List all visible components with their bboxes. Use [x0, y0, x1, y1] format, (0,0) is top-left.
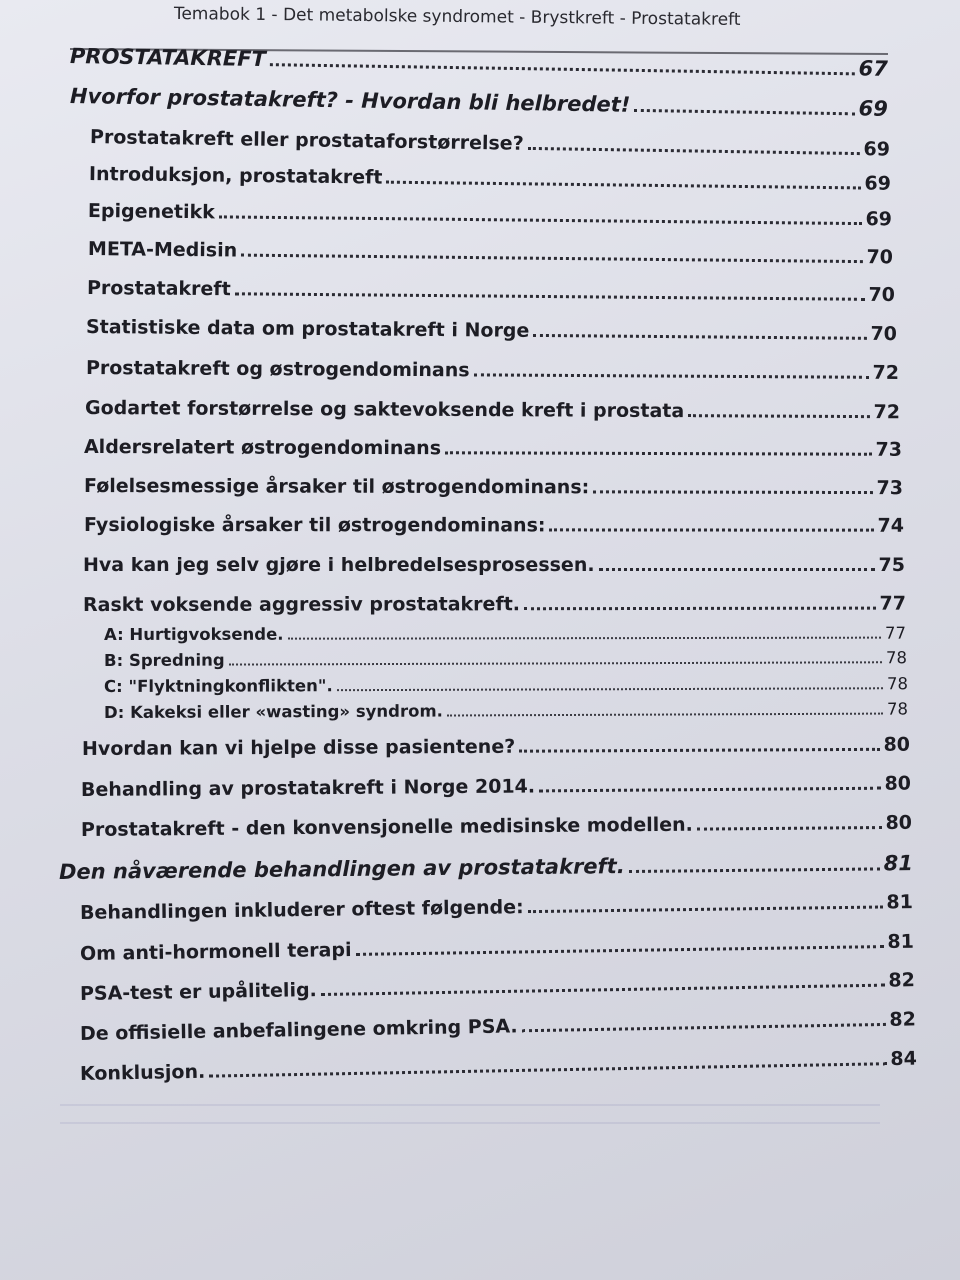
dot-leader	[445, 451, 872, 455]
toc-entry	[88, 238, 893, 268]
toc-page-number: 82	[888, 969, 916, 992]
toc-page-number: 75	[878, 554, 905, 576]
toc-entry-label: Prostatakreft eller prostataforstørrelse?	[89, 126, 524, 155]
toc-entry-label: Følelsesmessige årsaker til østrogendominans:	[83, 475, 590, 499]
dot-leader	[241, 254, 862, 264]
toc-entry	[80, 969, 915, 1005]
toc-entry-label: Hvorfor prostatakreft? - Hvordan bli helbredet!	[69, 84, 631, 117]
toc-entry	[84, 436, 902, 461]
toc-entry-label: Epigenetikk	[87, 200, 215, 224]
toc-entry	[86, 316, 897, 345]
toc-page-number: 70	[866, 246, 894, 269]
toc-page-number: 69	[858, 96, 889, 121]
toc-page-number: 70	[868, 283, 896, 307]
dot-leader	[235, 292, 865, 300]
toc-entry	[89, 163, 891, 195]
toc-entry-label: Hva kan jeg selv gjøre i helbredelsesprosessen.	[83, 554, 595, 576]
toc-entry-label: Den nåværende behandlingen av prostatakreft.	[58, 854, 625, 884]
toc-page-number: 77	[879, 592, 907, 615]
toc-page-number: 78	[886, 674, 909, 694]
toc-entry-label: Aldersrelatert østrogendominans	[83, 436, 442, 460]
toc-page-number: 72	[872, 361, 900, 384]
toc-entry-label: B: Spredning	[103, 650, 225, 670]
toc-entry-label: PROSTATAKREFT	[69, 44, 267, 72]
dot-leader	[356, 945, 884, 956]
toc-page-number: 77	[884, 623, 907, 643]
toc-page-number: 69	[863, 138, 891, 161]
dot-leader	[229, 661, 882, 665]
toc-entry	[59, 851, 913, 884]
dot-leader	[447, 713, 883, 717]
toc-entry	[81, 772, 911, 801]
dot-leader	[528, 905, 883, 913]
dot-leader	[288, 637, 881, 640]
toc-entry-label: PSA-test er upålitelig.	[79, 979, 317, 1005]
toc-page-number: 80	[884, 772, 912, 795]
toc-page-number: 69	[865, 208, 893, 231]
toc-page-number: 78	[885, 648, 908, 668]
toc-page-number: 81	[883, 851, 914, 876]
toc-entry-label: Hvordan kan vi hjelpe disse pasientene?	[81, 735, 516, 760]
toc-entry	[84, 475, 903, 499]
toc-entry-label: Godartet forstørrelse og saktevoksende kreft i prostata	[84, 397, 685, 423]
toc-page-number: 72	[873, 401, 901, 424]
toc-entry	[87, 277, 895, 306]
toc-page-number: 78	[886, 699, 909, 719]
toc-entry-label: Statistiske data om prostatakreft i Norge	[85, 316, 530, 342]
toc-entry-label: Konklusjon.	[79, 1060, 206, 1085]
dot-leader	[533, 334, 866, 340]
toc-entry	[82, 734, 910, 760]
dot-leader	[697, 826, 882, 831]
toc-page-number: 80	[885, 811, 913, 834]
toc-page-number: 81	[886, 891, 914, 914]
toc-entry-label: META-Medisin	[87, 238, 238, 262]
toc-page-number: 73	[876, 477, 904, 500]
toc-entry	[70, 84, 888, 121]
dot-leader	[522, 1023, 886, 1032]
toc-entry	[81, 812, 912, 841]
toc-entry-label: Introduksjon, prostatakreft	[88, 163, 383, 189]
toc-entry-label: C: "Flyktningkonflikten".	[103, 676, 333, 696]
dot-leader	[599, 568, 875, 571]
dot-leader	[474, 373, 869, 378]
toc-entry	[80, 891, 913, 924]
toc-entry	[104, 699, 908, 722]
toc-page-number: 84	[890, 1047, 918, 1071]
dot-leader	[524, 607, 876, 611]
dot-leader	[634, 109, 854, 115]
toc-entry	[104, 648, 907, 670]
toc-entry-label: Om anti-hormonell terapi	[79, 938, 352, 965]
toc-page-number: 80	[883, 733, 911, 756]
toc-page-number: 69	[864, 172, 892, 195]
toc-entry	[104, 624, 906, 644]
toc-page-number: 70	[870, 322, 898, 346]
toc-entry	[88, 200, 892, 230]
toc-entry	[86, 357, 899, 384]
dot-leader	[528, 147, 860, 155]
running-head: Temabok 1 - Det metabolske syndromet - Brystkreft - Prostatakreft	[173, 4, 741, 30]
toc-entry	[83, 554, 905, 576]
dot-leader	[321, 984, 885, 996]
dot-leader	[593, 490, 872, 494]
dot-leader	[386, 181, 860, 190]
toc-page-number: 73	[875, 438, 903, 461]
toc-entry-label: Raskt voksende aggressiv prostatakreft.	[82, 593, 521, 616]
toc-entry-label: Prostatakreft	[86, 277, 231, 301]
dot-leader	[539, 787, 880, 793]
toc-page-number: 67	[858, 56, 889, 81]
toc-entry	[90, 126, 890, 161]
dot-leader	[337, 687, 883, 691]
toc-entry	[70, 44, 888, 81]
dot-leader	[209, 1062, 886, 1077]
toc-entry-label: D: Kakeksi eller «wasting» syndrom.	[103, 701, 443, 722]
toc-entry	[84, 514, 904, 537]
toc-entry	[80, 1048, 917, 1085]
toc-page-number: 74	[877, 514, 905, 537]
toc-page-number: 81	[887, 930, 915, 954]
dot-leader	[629, 867, 880, 873]
dot-leader	[519, 748, 879, 753]
toc-entry	[80, 1008, 916, 1045]
dot-leader	[688, 414, 869, 418]
dot-leader	[270, 63, 855, 75]
toc-entry-label: Behandlingen inkluderer oftest følgende:	[79, 896, 524, 924]
toc-entry	[85, 397, 900, 423]
dot-leader	[549, 528, 873, 531]
toc-entry-label: Prostatakreft og østrogendominans	[85, 357, 470, 382]
dot-leader	[219, 215, 862, 225]
toc-entry-label: Fysiologiske årsaker til østrogendominans:	[83, 514, 546, 537]
toc-entry-label: De offisielle anbefalingene omkring PSA.	[79, 1015, 518, 1045]
toc-entry-label: A: Hurtigvoksende.	[103, 624, 284, 644]
toc-entry	[80, 931, 914, 965]
toc-page-number: 82	[889, 1008, 917, 1031]
toc-entry-label: Prostatakreft - den konvensjonelle medisinske modellen.	[80, 813, 693, 841]
toc-entry	[104, 674, 908, 696]
toc-entry-label: Behandling av prostatakreft i Norge 2014.	[80, 775, 536, 801]
toc-entry	[83, 593, 906, 616]
